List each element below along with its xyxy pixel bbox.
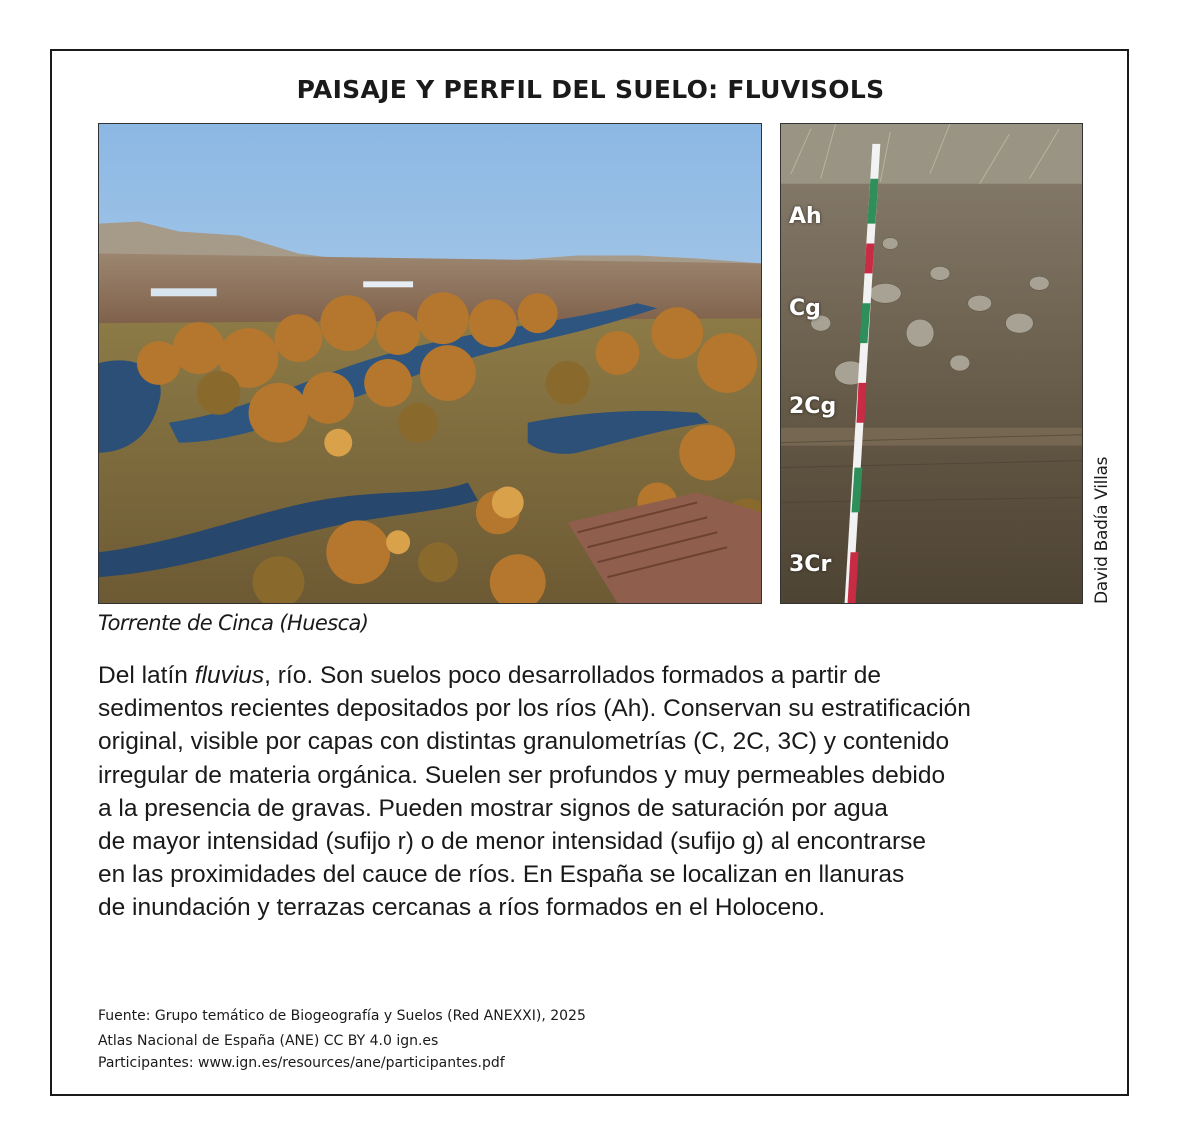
horizon-label-ah: Ah [789, 204, 822, 229]
description-segment: Del latín [98, 662, 195, 689]
landscape-photo [98, 123, 762, 604]
landscape-caption: Torrente de Cinca (Huesca) [98, 611, 369, 635]
description-segment: original, visible por capas con distintas granulometrías (C, 2C, 3C) y contenido [98, 728, 950, 756]
photo-credit: David Badía Villas [1092, 456, 1112, 604]
horizon-label-3cr: 3Cr [789, 552, 832, 577]
description-line [98, 792, 1108, 825]
participants-note: Participantes: www.ign.es/resources/ane/participantes.pdf [98, 1055, 505, 1071]
description-line [98, 858, 1108, 891]
description-segment: a la presencia de gravas. Pueden mostrar signos de saturación por agua [98, 794, 888, 822]
description-segment: de mayor intensidad (sufijo r) o de menor intensidad (sufijo g) al encontrarse [98, 828, 926, 856]
description-line [98, 725, 1108, 758]
description-italic-term: fluvius [194, 662, 265, 689]
soil-profile-photo [780, 123, 1083, 604]
description-line [98, 825, 1108, 858]
description-line [98, 692, 1108, 725]
horizon-label-cg: Cg [789, 296, 821, 321]
description-segment: , río. Son suelos poco desarrollados formados a partir de [264, 662, 882, 689]
horizon-label-2cg: 2Cg [789, 394, 837, 419]
source-note: Fuente: Grupo temático de Biogeografía y Suelos (Red ANEXXI), 2025 [98, 1008, 586, 1024]
soil-profile-image [781, 124, 1082, 603]
description-segment: sedimentos recientes depositados por los ríos (Ah). Conservan su estratificación [98, 695, 971, 723]
description-line [98, 891, 1108, 924]
page-title: PAISAJE Y PERFIL DEL SUELO: FLUVISOLS [296, 75, 885, 104]
description-segment: de inundación y terrazas cercanas a ríos formados en el Holoceno. [98, 894, 826, 922]
description-text [98, 659, 1108, 925]
description-line [98, 659, 1108, 692]
license-note: Atlas Nacional de España (ANE) CC BY 4.0 ign.es [98, 1033, 439, 1049]
landscape-image [99, 124, 761, 603]
description-segment: en las proximidades del cauce de ríos. En España se localizan en llanuras [98, 861, 905, 889]
description-segment: irregular de materia orgánica. Suelen ser profundos y muy permeables debido [98, 761, 946, 789]
description-line [98, 759, 1108, 792]
